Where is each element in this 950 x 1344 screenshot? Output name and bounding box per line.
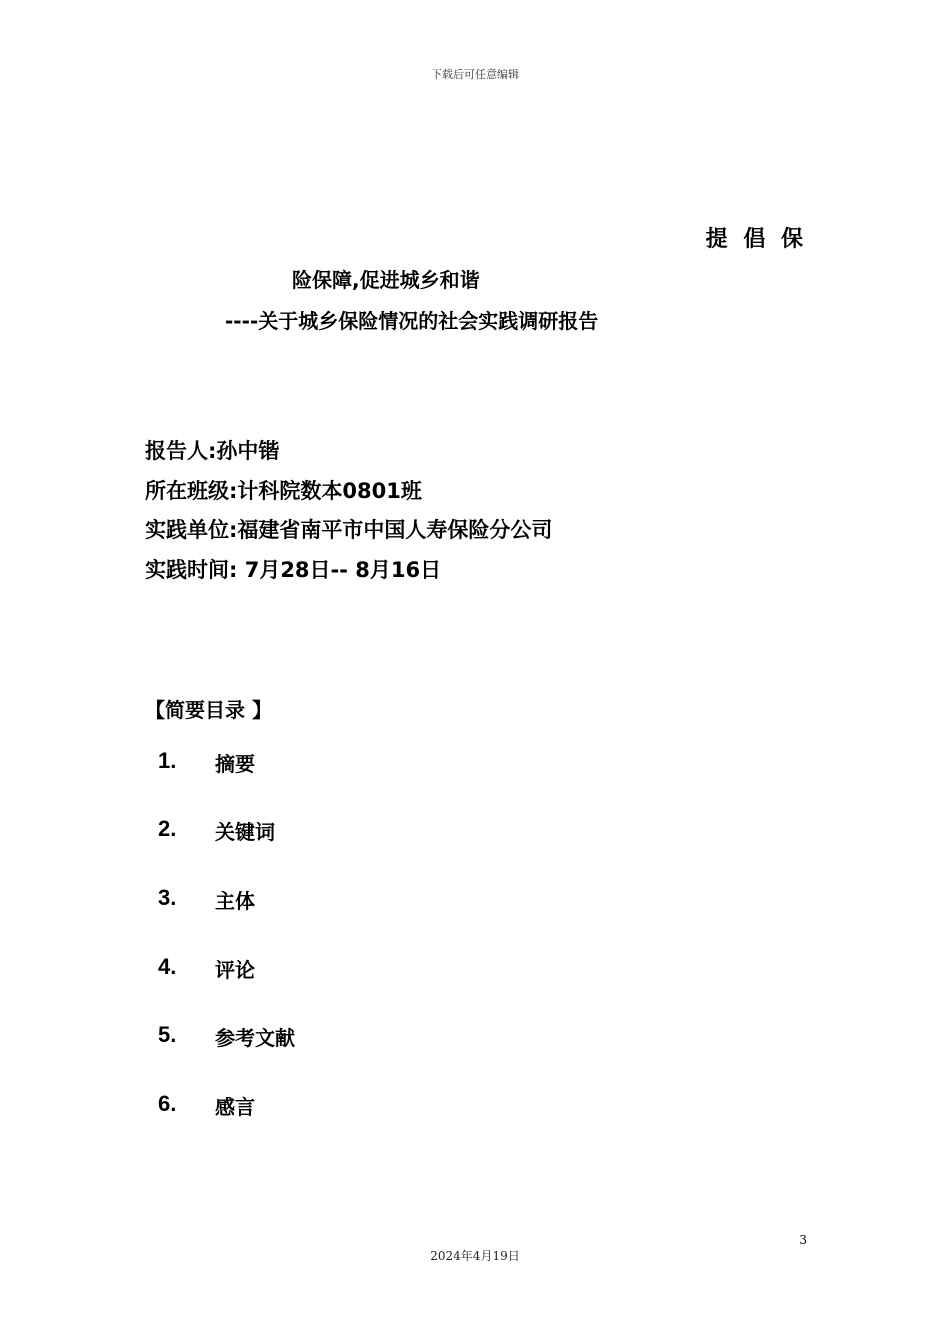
toc-item-number: 3. bbox=[158, 885, 177, 910]
page-number: 3 bbox=[799, 1233, 807, 1247]
header-note: 下载后可任意编辑 bbox=[431, 68, 519, 81]
toc-item-number: 4. bbox=[158, 954, 177, 979]
toc-item-number: 1. bbox=[158, 748, 177, 773]
toc-item-label: 评论 bbox=[215, 958, 255, 982]
toc-item-label: 参考文献 bbox=[215, 1026, 295, 1050]
toc-item-number: 5. bbox=[158, 1022, 177, 1047]
reporter-line: 报告人:孙中锴 bbox=[145, 439, 280, 463]
toc-item-label: 主体 bbox=[215, 889, 255, 913]
unit-line: 实践单位:福建省南平市中国人寿保险分公司 bbox=[145, 518, 553, 542]
subtitle: ----关于城乡保险情况的社会实践调研报告 bbox=[225, 309, 599, 333]
toc-title: 【简要目录 】 bbox=[145, 698, 272, 722]
time-line: 实践时间: 7月28日-- 8月16日 bbox=[145, 558, 442, 582]
toc-item-label: 感言 bbox=[215, 1095, 255, 1119]
toc-item-number: 2. bbox=[158, 816, 177, 841]
class-line: 所在班级:计科院数本0801班 bbox=[145, 479, 422, 503]
title-line-2: 险保障,促进城乡和谐 bbox=[292, 268, 480, 292]
title-line-1: 提 倡 保 bbox=[705, 227, 807, 252]
footer-date: 2024年4月19日 bbox=[430, 1249, 520, 1263]
toc-item-label: 关键词 bbox=[215, 820, 275, 844]
toc-item-number: 6. bbox=[158, 1091, 177, 1116]
toc-item-label: 摘要 bbox=[215, 752, 255, 776]
